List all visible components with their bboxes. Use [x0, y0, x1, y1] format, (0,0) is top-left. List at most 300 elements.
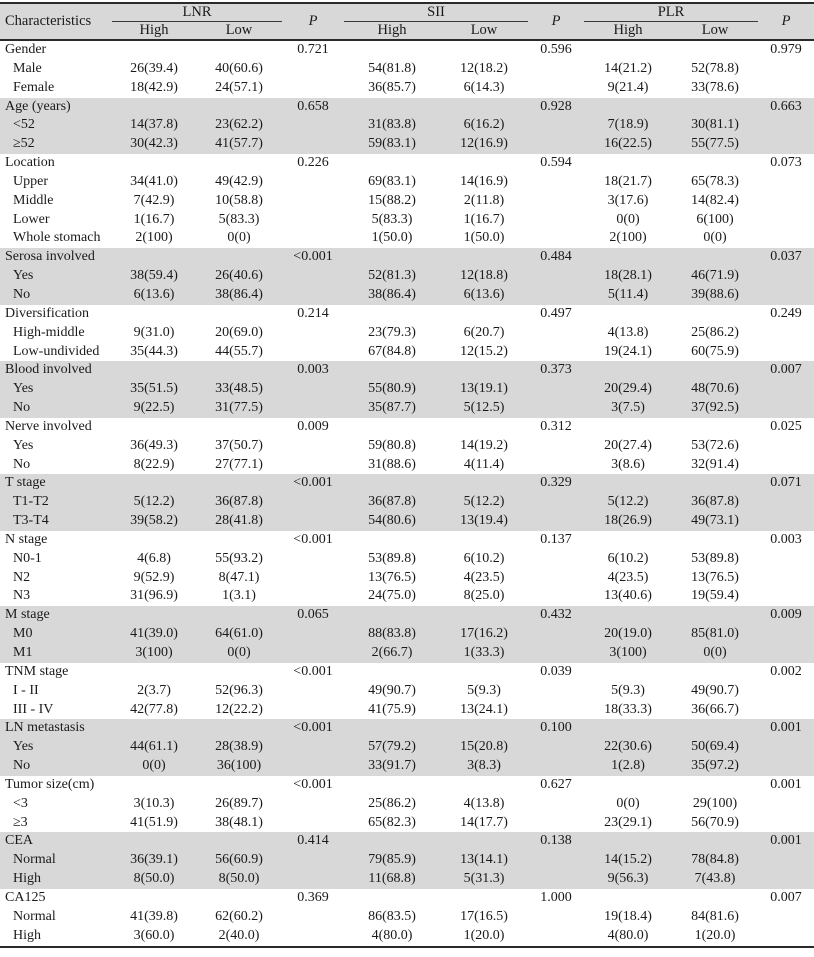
cell-value: 7(43.8): [672, 870, 758, 889]
cell-empty: [672, 40, 758, 60]
cell-empty: [282, 211, 344, 230]
cell-value: 35(97.2): [672, 757, 758, 776]
cell-empty: [282, 493, 344, 512]
cell-empty: [528, 795, 584, 814]
cell-value: 54(81.8): [368, 60, 416, 76]
row-label: ≥52: [0, 135, 112, 154]
cell-empty: [344, 248, 440, 267]
cell-value: 15(88.2): [368, 192, 416, 208]
cell-value: 7(18.9): [584, 116, 672, 135]
section-row: [0, 531, 814, 550]
cell-empty: [344, 474, 440, 493]
cell-empty: [758, 757, 814, 776]
cell-empty: [440, 361, 528, 380]
cell-empty: [528, 135, 584, 154]
section-p-value: 0.329: [528, 474, 584, 493]
cell-empty: [758, 927, 814, 947]
cell-value: 38(86.4): [196, 286, 282, 305]
cell-empty: [672, 98, 758, 117]
cell-empty: [528, 625, 584, 644]
cell-value: 27(77.1): [215, 456, 263, 472]
cell-empty: [440, 40, 528, 60]
cell-value: 44(61.1): [112, 738, 196, 757]
cell-value: 8(50.0): [112, 870, 196, 889]
cell-value: 19(24.1): [604, 343, 652, 359]
cell-empty: [528, 192, 584, 211]
cell-empty: [672, 361, 758, 380]
cell-value: 13(19.4): [440, 512, 528, 531]
header-p-column-sii: P: [528, 3, 584, 40]
cell-empty: [440, 719, 528, 738]
table-row: [0, 908, 814, 927]
cell-empty: [112, 98, 196, 117]
cell-value: 18(26.9): [584, 512, 672, 531]
section-row: [0, 154, 814, 173]
section-p-value: 0.025: [770, 418, 802, 434]
cell-empty: [440, 531, 528, 550]
cell-value: 12(16.9): [440, 135, 528, 154]
cell-value: 3(100): [112, 644, 196, 663]
cell-empty: [758, 795, 814, 814]
cell-empty: [112, 154, 196, 173]
cell-empty: [440, 606, 528, 625]
section-p-value: 0.226: [297, 155, 329, 171]
section-p-value: 0.979: [770, 42, 802, 57]
row-label: Yes: [0, 380, 112, 399]
cell-empty: [344, 776, 440, 795]
cell-empty: [528, 550, 584, 569]
cell-empty: [282, 757, 344, 776]
cell-value: 0(0): [112, 757, 196, 776]
row-label: Low-undivided: [13, 343, 100, 359]
cell-empty: [672, 776, 758, 795]
header-p-column-plr: P: [758, 3, 814, 40]
header-p-column-lnr: P: [282, 3, 344, 40]
cell-value: 5(12.2): [440, 493, 528, 512]
cell-value: 3(7.5): [584, 399, 672, 418]
cell-empty: [758, 682, 814, 701]
cell-value: 30(81.1): [672, 116, 758, 135]
cell-value: 69(83.1): [368, 173, 416, 189]
cell-empty: [282, 870, 344, 889]
cell-empty: [282, 795, 344, 814]
cell-empty: [282, 135, 344, 154]
cell-value: 5(31.3): [440, 870, 528, 889]
cell-empty: [758, 456, 814, 475]
cell-value: 2(11.8): [463, 192, 505, 208]
cell-value: 5(9.3): [467, 682, 501, 698]
cell-empty: [282, 437, 344, 456]
cell-empty: [282, 267, 344, 286]
section-row: [0, 40, 814, 60]
row-label: Female: [13, 79, 55, 95]
cell-empty: [196, 889, 282, 908]
cell-value: 41(39.0): [112, 625, 196, 644]
cell-value: 5(12.5): [440, 399, 528, 418]
table-row: [0, 211, 814, 230]
header-lnr-high: High: [112, 22, 196, 41]
cell-value: 6(13.6): [440, 286, 528, 305]
cell-empty: [584, 889, 672, 908]
cell-value: 42(77.8): [130, 701, 178, 717]
cell-value: 35(51.5): [112, 380, 196, 399]
cell-empty: [282, 814, 344, 833]
cell-empty: [528, 399, 584, 418]
cell-empty: [528, 79, 584, 98]
row-label: ≥3: [13, 814, 28, 830]
cell-value: 0(0): [703, 230, 727, 246]
row-label: Yes: [0, 738, 112, 757]
cell-empty: [672, 305, 758, 324]
table-row: [0, 399, 814, 418]
cell-empty: [758, 267, 814, 286]
row-label: N0-1: [13, 550, 42, 566]
cell-empty: [440, 663, 528, 682]
cell-empty: [112, 889, 196, 908]
cell-value: 59(80.8): [368, 437, 416, 453]
cell-value: 31(88.6): [368, 456, 416, 472]
cell-empty: [528, 587, 584, 606]
cell-empty: [758, 173, 814, 192]
cell-value: 65(78.3): [691, 173, 739, 189]
cell-empty: [282, 343, 344, 362]
section-p-value: 0.039: [540, 663, 572, 679]
table-row: [0, 173, 814, 192]
table-row: [0, 569, 814, 588]
cell-empty: [672, 531, 758, 550]
cell-empty: [758, 60, 814, 79]
table-row: [0, 286, 814, 305]
cell-empty: [282, 512, 344, 531]
table-row: [0, 851, 814, 870]
cell-value: 36(100): [196, 757, 282, 776]
cell-value: 54(80.6): [344, 512, 440, 531]
cell-empty: [584, 361, 672, 380]
cell-empty: [528, 701, 584, 720]
cell-value: 12(18.2): [460, 60, 508, 76]
cell-empty: [196, 776, 282, 795]
cell-value: 65(82.3): [368, 814, 416, 830]
cell-value: 12(15.2): [460, 343, 508, 359]
cell-empty: [440, 474, 528, 493]
cell-value: 2(66.7): [344, 644, 440, 663]
cell-value: 3(17.6): [607, 192, 649, 208]
section-p-value: 0.100: [528, 719, 584, 738]
row-label: Upper: [13, 173, 48, 189]
cell-value: 1(3.1): [222, 588, 256, 604]
cell-empty: [344, 40, 440, 60]
cell-empty: [528, 682, 584, 701]
cell-empty: [282, 644, 344, 663]
cell-empty: [282, 587, 344, 606]
cell-value: 9(22.5): [112, 399, 196, 418]
cell-empty: [282, 79, 344, 98]
cell-empty: [528, 229, 584, 248]
cell-value: 33(78.6): [691, 79, 739, 95]
cell-value: 24(57.1): [215, 79, 263, 95]
cell-empty: [758, 79, 814, 98]
cell-value: 32(91.4): [691, 456, 739, 472]
cell-value: 23(62.2): [196, 116, 282, 135]
cell-value: 85(81.0): [672, 625, 758, 644]
cell-empty: [758, 701, 814, 720]
cell-empty: [344, 832, 440, 851]
cell-empty: [672, 418, 758, 437]
cell-empty: [758, 587, 814, 606]
cell-empty: [196, 531, 282, 550]
cell-value: 36(85.7): [368, 79, 416, 95]
table-row: [0, 550, 814, 569]
cell-empty: [528, 512, 584, 531]
table-row: [0, 135, 814, 154]
section-label: LN metastasis: [0, 719, 112, 738]
section-p-value: 0.009: [758, 606, 814, 625]
cell-empty: [528, 343, 584, 362]
section-label: Nerve involved: [5, 418, 92, 434]
cell-empty: [672, 832, 758, 851]
section-p-value: 0.137: [540, 531, 572, 547]
row-label: No: [13, 456, 31, 472]
cell-empty: [282, 682, 344, 701]
cell-value: 60(75.9): [691, 343, 739, 359]
section-p-value: 0.663: [758, 98, 814, 117]
cell-value: 16(22.5): [584, 135, 672, 154]
section-p-value: 0.071: [758, 474, 814, 493]
cell-empty: [672, 474, 758, 493]
cell-value: 14(15.2): [584, 851, 672, 870]
section-row: [0, 832, 814, 851]
section-p-value: 0.065: [282, 606, 344, 625]
cell-empty: [584, 776, 672, 795]
table-row: [0, 79, 814, 98]
cell-value: 78(84.8): [672, 851, 758, 870]
cell-empty: [344, 719, 440, 738]
table-row: [0, 870, 814, 889]
cell-empty: [584, 40, 672, 60]
cell-value: 48(70.6): [672, 380, 758, 399]
cell-empty: [528, 569, 584, 588]
cell-value: 2(100): [135, 230, 173, 246]
cell-value: 9(56.3): [584, 870, 672, 889]
cell-empty: [528, 757, 584, 776]
table-row: [0, 757, 814, 776]
cell-empty: [528, 116, 584, 135]
cell-empty: [196, 606, 282, 625]
section-p-value: 0.594: [540, 155, 572, 171]
cell-value: 64(61.0): [196, 625, 282, 644]
cell-value: 88(83.8): [344, 625, 440, 644]
cell-empty: [440, 98, 528, 117]
cell-value: 5(9.3): [611, 682, 645, 698]
cell-empty: [282, 116, 344, 135]
cell-value: 8(22.9): [133, 456, 175, 472]
cell-value: 3(60.0): [133, 927, 175, 943]
cell-empty: [440, 305, 528, 324]
cell-value: 35(87.7): [344, 399, 440, 418]
cell-empty: [758, 135, 814, 154]
cell-value: 20(29.4): [584, 380, 672, 399]
row-label: M1: [0, 644, 112, 663]
cell-value: 4(6.8): [137, 550, 171, 566]
section-p-value: <0.001: [282, 719, 344, 738]
cell-value: 26(89.7): [215, 795, 263, 811]
cell-empty: [758, 512, 814, 531]
cell-value: 53(72.6): [691, 437, 739, 453]
cell-value: 52(78.8): [691, 60, 739, 76]
cell-empty: [758, 908, 814, 927]
section-row: [0, 361, 814, 380]
cell-value: 14(17.7): [460, 814, 508, 830]
cell-value: 55(77.5): [672, 135, 758, 154]
cell-value: 9(31.0): [133, 324, 175, 340]
cell-empty: [528, 60, 584, 79]
cell-value: 0(0): [616, 211, 640, 227]
cell-empty: [196, 832, 282, 851]
cell-value: 41(57.7): [196, 135, 282, 154]
cell-empty: [758, 211, 814, 230]
section-p-value: 0.001: [770, 776, 802, 792]
cell-value: 49(90.7): [691, 682, 739, 698]
cell-empty: [282, 173, 344, 192]
cell-value: 11(68.8): [344, 870, 440, 889]
cell-value: 3(8.3): [440, 757, 528, 776]
cell-value: 37(50.7): [215, 437, 263, 453]
cell-value: 3(8.6): [611, 456, 645, 472]
section-row: [0, 418, 814, 437]
table-row: [0, 644, 814, 663]
cell-empty: [672, 719, 758, 738]
cell-value: 44(55.7): [215, 343, 263, 359]
cell-value: 57(79.2): [344, 738, 440, 757]
cell-empty: [584, 474, 672, 493]
cell-value: 4(23.5): [607, 569, 649, 585]
table-row: [0, 625, 814, 644]
row-label: Yes: [0, 267, 112, 286]
cell-empty: [528, 927, 584, 947]
section-p-value: 0.138: [528, 832, 584, 851]
section-label: N stage: [5, 531, 48, 547]
cell-value: 6(13.6): [112, 286, 196, 305]
row-label: M0: [0, 625, 112, 644]
table-row: [0, 701, 814, 720]
section-p-value: 0.009: [297, 418, 329, 434]
header-sii-high: High: [344, 22, 440, 41]
cell-value: 31(96.9): [130, 588, 178, 604]
cell-empty: [758, 380, 814, 399]
cell-empty: [440, 776, 528, 795]
table-row: [0, 456, 814, 475]
section-p-value: <0.001: [293, 531, 333, 547]
cell-empty: [112, 606, 196, 625]
cell-empty: [344, 418, 440, 437]
section-row: [0, 474, 814, 493]
cell-value: 38(86.4): [344, 286, 440, 305]
cell-value: 38(59.4): [112, 267, 196, 286]
cell-empty: [758, 192, 814, 211]
cell-value: 52(96.3): [215, 682, 263, 698]
table-row: [0, 60, 814, 79]
cell-value: 23(29.1): [604, 814, 652, 830]
section-p-value: 0.003: [282, 361, 344, 380]
cell-value: 5(12.2): [584, 493, 672, 512]
cell-value: 19(18.4): [604, 908, 652, 924]
cell-value: 6(16.2): [440, 116, 528, 135]
cell-empty: [282, 286, 344, 305]
cell-value: 13(40.6): [604, 588, 652, 604]
cell-value: 28(41.8): [196, 512, 282, 531]
cell-empty: [528, 173, 584, 192]
cell-empty: [584, 531, 672, 550]
cell-empty: [196, 361, 282, 380]
cell-value: 39(58.2): [112, 512, 196, 531]
cell-empty: [344, 606, 440, 625]
cell-empty: [528, 908, 584, 927]
cell-value: 52(81.3): [344, 267, 440, 286]
row-label: No: [0, 286, 112, 305]
cell-value: 53(89.8): [691, 550, 739, 566]
cell-value: 28(38.9): [196, 738, 282, 757]
row-label: Normal: [13, 908, 56, 924]
cell-value: 46(71.9): [672, 267, 758, 286]
section-p-value: 0.249: [770, 305, 802, 321]
cell-value: 5(11.4): [584, 286, 672, 305]
cell-value: 40(60.6): [215, 60, 263, 76]
cell-empty: [528, 267, 584, 286]
cell-empty: [758, 286, 814, 305]
cell-empty: [282, 908, 344, 927]
cell-empty: [758, 324, 814, 343]
cell-value: 1(50.0): [371, 230, 413, 246]
cell-empty: [196, 40, 282, 60]
cell-value: 5(83.3): [371, 211, 413, 227]
row-label: T3-T4: [0, 512, 112, 531]
cell-value: 7(42.9): [133, 192, 175, 208]
section-p-value: 0.007: [758, 361, 814, 380]
cell-value: 6(20.7): [463, 324, 505, 340]
section-p-value: <0.001: [282, 248, 344, 267]
cell-value: 1(50.0): [463, 230, 505, 246]
cell-empty: [758, 550, 814, 569]
cell-empty: [112, 663, 196, 682]
cell-value: 3(100): [584, 644, 672, 663]
cell-empty: [758, 437, 814, 456]
table-row: [0, 116, 814, 135]
cell-value: 6(10.2): [463, 550, 505, 566]
cell-empty: [758, 493, 814, 512]
cell-value: 55(93.2): [215, 550, 263, 566]
cell-value: 49(90.7): [368, 682, 416, 698]
cell-empty: [344, 361, 440, 380]
section-row: [0, 719, 814, 738]
cell-empty: [528, 456, 584, 475]
cell-empty: [528, 211, 584, 230]
cell-empty: [672, 663, 758, 682]
cell-empty: [282, 738, 344, 757]
cell-empty: [282, 229, 344, 248]
cell-value: 12(18.8): [440, 267, 528, 286]
cell-value: 12(22.2): [215, 701, 263, 717]
row-label: No: [0, 757, 112, 776]
header-plr-high: High: [584, 22, 672, 41]
cell-empty: [584, 663, 672, 682]
cell-empty: [440, 889, 528, 908]
row-label: <52: [0, 116, 112, 135]
section-p-value: 0.003: [770, 531, 802, 547]
table-row: [0, 437, 814, 456]
cell-empty: [112, 248, 196, 267]
cell-value: 18(21.7): [604, 173, 652, 189]
section-label: T stage: [0, 474, 112, 493]
